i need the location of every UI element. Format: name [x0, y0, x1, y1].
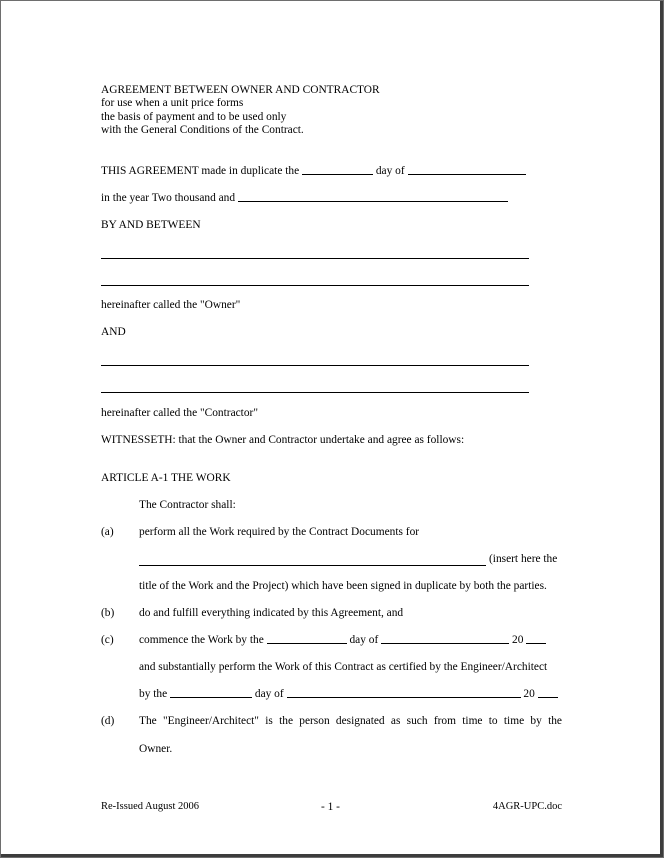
item-d-word: The [139, 715, 157, 727]
completion-year-blank[interactable] [538, 696, 558, 698]
item-d-word: person [299, 715, 330, 727]
and-label: AND [101, 326, 126, 338]
completion-line [139, 688, 558, 702]
item-b-marker: (b) [101, 607, 115, 619]
month-blank[interactable] [408, 173, 526, 175]
title-of-work-line: title of the Work and the Project) which have been signed in duplicate by both the parties. [139, 580, 547, 592]
item-d-word: as [390, 715, 401, 727]
contractor-label: hereinafter called the "Contractor" [101, 407, 258, 419]
item-d-word: time [462, 715, 483, 727]
document-title: AGREEMENT BETWEEN OWNER AND CONTRACTOR [101, 84, 380, 96]
substantially-line: and substantially perform the Work of this Contract as certified by the Engineer/Architect [139, 661, 548, 673]
item-a-text: perform all the Work required by the Contract Documents for [139, 526, 420, 538]
day-of-text: day of [375, 165, 405, 177]
item-d-word: designated [335, 715, 385, 727]
commence-line [139, 634, 546, 648]
agreement-made-line [101, 165, 526, 179]
witnesseth: WITNESSETH: that the Owner and Contractor undertake and agree as follows: [101, 434, 465, 446]
item-d-word: such [406, 715, 428, 727]
commence-day-blank[interactable] [267, 642, 347, 644]
commence-text: commence the Work by the [139, 634, 264, 646]
day-blank[interactable] [302, 173, 373, 175]
item-d-word: to [488, 715, 498, 727]
completion-day-of: day of [254, 688, 284, 700]
insert-here-text: (insert here the [489, 553, 558, 565]
owner-label: hereinafter called the "Owner" [101, 299, 241, 311]
item-d-word: is [265, 715, 273, 727]
item-d-word: time [503, 715, 525, 727]
heading-line-2: the basis of payment and to be used only [101, 111, 287, 123]
item-d-word: the [279, 715, 293, 727]
footer-reissued: Re-Issued August 2006 [101, 801, 199, 812]
completion-month-blank[interactable] [287, 696, 521, 698]
item-d-marker: (d) [101, 715, 115, 727]
footer-filename: 4AGR-UPC.doc [492, 801, 562, 812]
item-c-marker: (c) [101, 634, 114, 646]
agreement-made-text: THIS AGREEMENT made in duplicate the [101, 165, 300, 177]
year-text: in the year Two thousand and [101, 192, 236, 204]
item-d-word: by [530, 715, 542, 727]
by-the-text: by the [139, 688, 168, 700]
owner-end-text: Owner. [139, 743, 173, 755]
contractor-name-blank[interactable] [101, 365, 529, 366]
owner-name-blank[interactable] [101, 258, 529, 259]
year-line [101, 192, 508, 206]
item-b-text: do and fulfill everything indicated by this Agreement, and [139, 607, 404, 619]
article-title: ARTICLE A-1 THE WORK [101, 472, 231, 484]
commence-year-prefix: 20 [512, 634, 524, 646]
commence-day-of: day of [349, 634, 379, 646]
item-d-text [139, 715, 562, 729]
completion-year-prefix: 20 [523, 688, 535, 700]
commence-month-blank[interactable] [381, 642, 509, 644]
work-title-blank[interactable] [139, 565, 486, 566]
heading-line-3: with the General Conditions of the Contract. [101, 124, 304, 136]
item-d-word: the [548, 715, 562, 727]
heading-line-1: for use when a unit price forms [101, 97, 244, 109]
item-a-marker: (a) [101, 526, 114, 538]
commence-year-blank[interactable] [526, 642, 546, 644]
contractor-address-blank[interactable] [101, 392, 529, 393]
article-intro: The Contractor shall: [139, 499, 236, 511]
item-d-word: from [433, 715, 456, 727]
year-blank[interactable] [238, 200, 508, 202]
by-and-between: BY AND BETWEEN [101, 219, 201, 231]
footer-page-number: - 1 - [321, 801, 340, 813]
owner-address-blank[interactable] [101, 285, 529, 286]
completion-day-blank[interactable] [170, 696, 252, 698]
item-d-word: "Engineer/Architect" [162, 715, 259, 727]
